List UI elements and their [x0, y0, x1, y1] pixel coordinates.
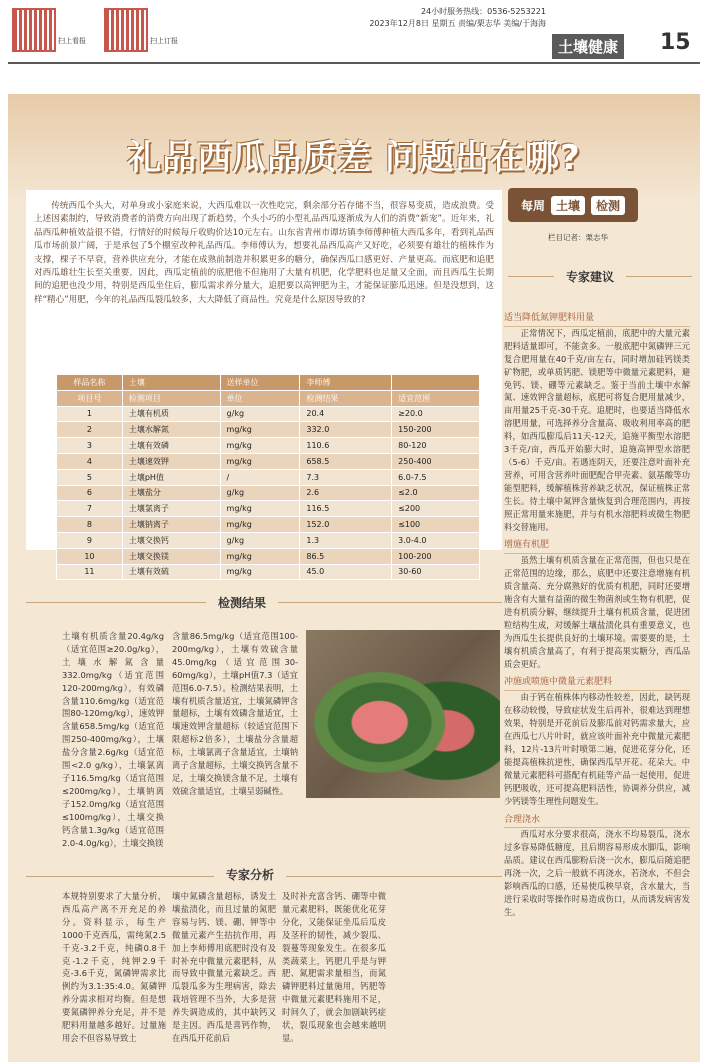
table-cell: 3	[57, 438, 123, 454]
table-cell: 6.0-7.5	[392, 469, 480, 485]
table-row	[57, 517, 480, 533]
advice-subtitle: 合理浇水	[504, 814, 690, 829]
table-row	[57, 485, 480, 501]
qr-code-1[interactable]	[12, 8, 56, 52]
test-results-table	[56, 374, 480, 580]
dateline: 2023年12月8日 星期五 责编/栗志华 美编/于海海	[369, 19, 546, 28]
table-cell: 土壤交换钙	[122, 532, 220, 548]
table-cell: 250-400	[392, 453, 480, 469]
table-row	[57, 438, 480, 454]
table-cell: mg/kg	[220, 453, 300, 469]
analysis-heading: 专家分析	[214, 866, 286, 883]
table-cell: 658.5	[300, 453, 392, 469]
table-row	[57, 422, 480, 438]
advice-paragraph: 虽然土壤有机质含量在正常范围，但也只是在正常范围的边缘，那么，底肥中还要注意增施有机质含量高、充分腐熟好的优质有机肥，同时还要增施含有大量有益菌的微生物菌剂或生物有机肥，促进有机质分解，继续提升土壤有机质含量，促进团粒结构生成，对缓解土壤盐渍化具有重要意义，也为西瓜生长提供良好的土壤环境。需要要的是，土壤有机质含量高了，有利于提高果实糖分，西瓜品质会更好。	[504, 555, 690, 669]
page-number: 15	[660, 30, 691, 55]
table-cell: 80-120	[392, 438, 480, 454]
table-cell: mg/kg	[220, 422, 300, 438]
table-row	[57, 564, 480, 580]
table-cell: 土壤有效磷	[122, 438, 220, 454]
table-cell: 土壤速效钾	[122, 453, 220, 469]
table-cell: 11	[57, 564, 123, 580]
intro-text: 传统西瓜个头大，对单身或小家庭来说，大西瓜难以一次性吃完，剩余部分若存储不当，很容易变质，造成浪费。受上述因素制约，导致消费者的消费方向出现了新趋势，个头小巧的小型礼品西瓜逐渐成为人们的消费“新宠”。近年来，礼品西瓜种植效益很不错，行情好的时候每斤收购价达10元左右。山东省青州市谭坊镇李师傅种植大西瓜多年，看到礼品西瓜市场前景广阔，于是承包了5个棚室改种礼品西瓜。李师傅认为，想要礼品西瓜高产又好吃，必须要有雄壮的植株作为支撑，棵子不早衰，营养供应充分，才能在成熟前制造并积累更多的糖分，确保西瓜口感更好、产量更高。而底肥和追肥对西瓜雄壮生长至关重要，因此，西瓜定植前的底肥他不但施用了大量有机肥，化学肥料也足量又全面，而且西瓜生长期间的追肥也没少用，特别是西瓜坐住后，膨瓜需求养分量大，追肥要以高钾肥为主，才能保证膨瓜迅速。但是没想到，这样“精心”用肥，今年的礼品西瓜裂瓜较多，大大降低了商品性。究竟是什么原因导致的?	[34, 201, 494, 305]
cracked-watermelon-photo	[306, 630, 500, 798]
table-cell: ≤200	[392, 501, 480, 517]
results-column-1: 土壤有机质含量20.4g/kg（适宜范围≥20.0g/kg），土壤水解氮含量332.0mg/kg（适宜范围120-200mg/kg），有效磷含量110.6mg/kg（适宜范围80-120mg/kg），速效钾含量658.5mg/kg（适宜范围250-400mg/kg），土壤盐分含量2.6g/kg（适宜范围<2.0 g/kg），土壤氯离子116.5mg/kg（适宜范围≤200mg/kg），土壤钠离子152.0mg/kg（适宜范围≤100mg/kg），土壤交换钙含量1.3g/kg（适宜范围2.0-4.0g/kg），土壤交换镁	[62, 631, 164, 848]
table-cell: 20.4	[300, 406, 392, 422]
table-cell: 土壤盐分	[122, 485, 220, 501]
table-cell: mg/kg	[220, 438, 300, 454]
header-divider	[8, 62, 700, 64]
table-cell: 332.0	[300, 422, 392, 438]
article-title: 礼品西瓜品质差 问题出在哪?	[127, 138, 581, 178]
column-editor: 栏目记者：栗志华	[548, 233, 608, 242]
table-cell: 土壤有效硫	[122, 564, 220, 580]
table-row	[57, 532, 480, 548]
table-cell: 土壤交换镁	[122, 548, 220, 564]
table-row	[57, 406, 480, 422]
table-cell: 7	[57, 501, 123, 517]
table-cell: 116.5	[300, 501, 392, 517]
table-cell: 7.3	[300, 469, 392, 485]
table-cell: 1	[57, 406, 123, 422]
table-cell: 10	[57, 548, 123, 564]
table-cell: 土壤水解氮	[122, 422, 220, 438]
advice-paragraph: 由于钙在植株体内移动性较差，因此，缺钙现在移动较慢，导致症状发生后再补，很难达到理想效果，特别是开花前后及膨瓜前对钙需求量大，应在西瓜七八片叶时，就应该叶面补充中微量元素肥料，12片-13片叶时喷第二遍，促进花芽分化，还能提高植株抗逆性，确保西瓜早开花、花朵大。中微量元素肥料可搭配有机硅等产品一起使用，促进钙肥吸收，还可提高肥料活性，协调养分供应，减少钙镁等生理性问题发生。	[504, 692, 690, 806]
hotline: 24小时服务热线：0536-5253221	[420, 7, 546, 16]
table-cell: g/kg	[220, 532, 300, 548]
table-cell: 152.0	[300, 517, 392, 533]
table-cell: g/kg	[220, 406, 300, 422]
table-cell: 土壤有机质	[122, 406, 220, 422]
table-cell: ≤100	[392, 517, 480, 533]
results-column-2: 含量86.5mg/kg（适宜范围100-200mg/kg），土壤有效硫含量45.0mg/kg（适宜范围30-60mg/kg），土壤pH值7.3（适宜范围6.0-7.5）。检测结果表明，土壤有机质含量适宜，土壤氮磷钾含量超标，土壤有效磷含量适宜，土壤速效钾含量超标（较适宜范围下限超标2倍多），土壤盐分含量超标，土壤氯离子含量适宜，土壤钠离子含量超标，土壤交换钙含量不足，土壤交换镁含量不足，土壤有效硫含量适宜，土壤呈弱碱性。	[172, 631, 298, 796]
qr1-label: 扫上看报	[58, 37, 86, 45]
advice-paragraph: 西瓜对水分要求很高，浇水不均易裂瓜，浇水过多容易降低糖度，且后期容易形成水脚瓜，影响品质。建议在西瓜膨粉后浇一次水，膨瓜后随追肥再浇一次，之后一般就不再浇水，若浇水，不但会影响西瓜的口感，还易使瓜秧早衰，含水量大，当进行采收时等操作时易造成伤口，从而诱发病害发生。	[504, 829, 690, 917]
advice-body	[504, 306, 690, 919]
table-header-row: 项目号 检测项目 单位 检测结果 适宜范围	[57, 390, 480, 406]
table-cell: 150-200	[392, 422, 480, 438]
table-cell: mg/kg	[220, 564, 300, 580]
table-row	[57, 501, 480, 517]
table-cell: 4	[57, 453, 123, 469]
table-cell: 8	[57, 517, 123, 533]
advice-subtitle: 冲施或喷施中微量元素肥料	[504, 676, 690, 691]
table-row	[57, 469, 480, 485]
table-row	[57, 453, 480, 469]
table-cell: 110.6	[300, 438, 392, 454]
advice-subtitle: 增施有机肥	[504, 539, 690, 554]
table-cell: 30-60	[392, 564, 480, 580]
results-heading: 检测结果	[206, 594, 278, 611]
table-cell: 土壤pH值	[122, 469, 220, 485]
table-cell: 86.5	[300, 548, 392, 564]
table-cell: ≤2.0	[392, 485, 480, 501]
table-cell: 2	[57, 422, 123, 438]
table-cell: 2.6	[300, 485, 392, 501]
qr-code-2[interactable]	[104, 8, 148, 52]
table-cell: 6	[57, 485, 123, 501]
table-cell: mg/kg	[220, 548, 300, 564]
weekly-soil-test-badge: 每周 土壤 检测	[508, 188, 638, 222]
section-title: 土壤健康	[552, 34, 624, 59]
table-cell: 1.3	[300, 532, 392, 548]
table-header-row: 样品名称 土壤 送样单位 李师傅	[57, 375, 480, 391]
table-cell: 5	[57, 469, 123, 485]
table-cell: mg/kg	[220, 517, 300, 533]
advice-paragraph: 正常情况下，西瓜定植前，底肥中的大量元素肥料适量即可，不能贪多。一般底肥中氮磷钾三元复合肥用量在40千克/亩左右，同时增加硅钙镁类矿物肥，或单质钙肥、镁肥等中微量元素肥料，避免钙、镁、硼等元素缺乏。鉴于当前土壤中水解氮、速效钾含量超标，底肥可将复合肥用量减少，亩用量25千克-30千克。追肥时，也要适当降低水溶肥用量，可选择养分含量高、吸收利用率高的肥料，如西瓜膨瓜后11天-12天，追施平衡型水溶肥3千克/亩，西瓜开始膨大时，追施高钾型水溶肥（5-6）千克/亩。若遇连阴天，还要注意叶面补充营养，可用含营养叶面肥配合甲壳素、氨基酸等功能型肥料，缓解植株营养缺乏状况，保证植株正常生长。待土壤中氮钾含量恢复到合理范围内，再按照正常用量来施肥，并与有机水溶肥料或微生物肥料交替施用。	[504, 327, 690, 532]
analysis-column-3: 及时补充富含钙、硼等中微量元素肥料，既能优化花芽分化，又能保证坐瓜后瓜皮及茎秆的韧性，减少裂瓜、裂蔓等现象发生。在很多瓜类蔬菜上，钙肥几乎是与钾肥、氮肥需求量相当，而氮磷钾肥料过量施用，钙肥等中微量元素肥料施用不足，时间久了，就会加剧缺钙症状，裂瓜现象也会越来越明显。	[282, 891, 386, 1043]
table-cell: /	[220, 469, 300, 485]
table-cell: mg/kg	[220, 501, 300, 517]
table-cell: 土壤氯离子	[122, 501, 220, 517]
table-cell: 土壤钠离子	[122, 517, 220, 533]
analysis-column-1: 本规特别要求了大量分析，西瓜高产离不开充足的养分。资料显示，每生产1000千克西瓜，需纯氮2.5千克-3.2千克，纯磷0.8千克-1.2千克，纯钾2.9千克-3.6千克，氮磷钾需求比例约为3.1:35:4.0。氮磷钾养分需求相对均衡。但是想要氮磷钾养分充足，并不是肥料用量越多越好。过量施用会不但容易导致土	[62, 891, 166, 1043]
qr2-label: 扫上订报	[150, 37, 178, 45]
analysis-column-2: 壤中氮磷含量超标，诱发土壤盐渍化，而且过量的氮肥容易与钙、镁、硼、钾等中微量元素产生拮抗作用，再加上李师傅用底肥时没有及时补充中微量元素肥料，从而导致中微量元素缺乏。西瓜裂瓜多为生理病害，除去栽培管理不当外，大多是营养失调造成的，其中缺钙又是主因。西瓜是喜钙作物，在西瓜开花前后	[172, 891, 276, 1043]
advice-heading: 专家建议	[554, 268, 626, 285]
advice-subtitle: 适当降低氮钾肥料用量	[504, 312, 690, 327]
table-cell: g/kg	[220, 485, 300, 501]
table-row	[57, 548, 480, 564]
table-cell: ≥20.0	[392, 406, 480, 422]
table-cell: 3.0-4.0	[392, 532, 480, 548]
table-cell: 100-200	[392, 548, 480, 564]
table-cell: 45.0	[300, 564, 392, 580]
table-cell: 9	[57, 532, 123, 548]
